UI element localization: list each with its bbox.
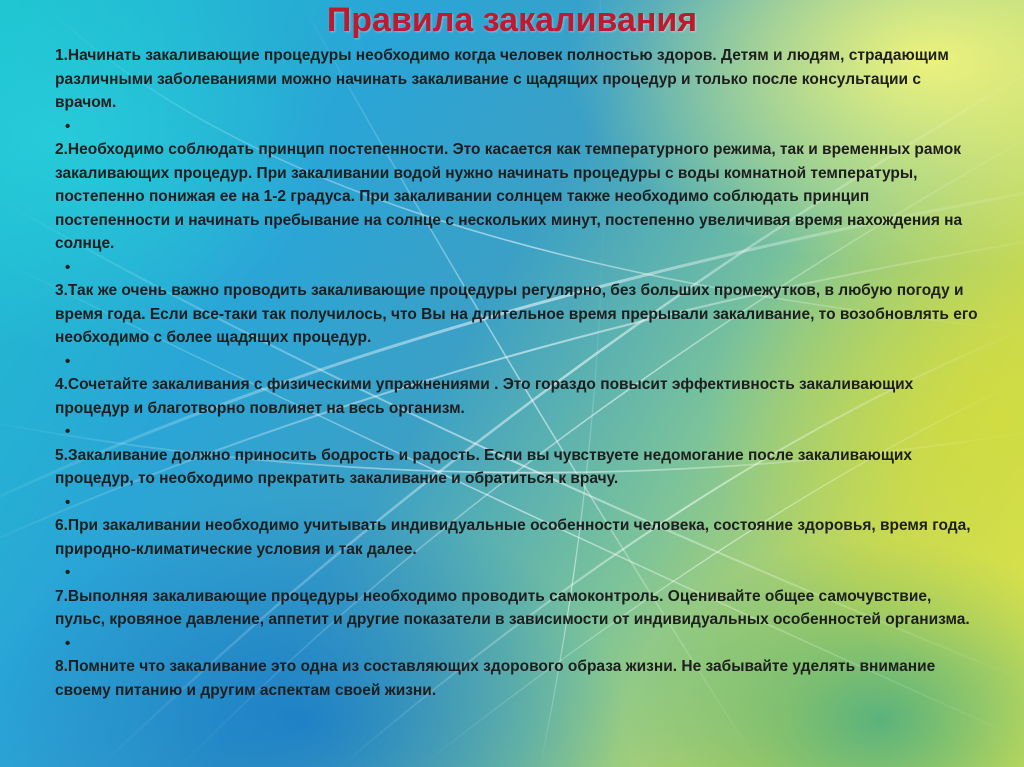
rule-item-4: 4.Сочетайте закаливания с физическими упражнениями . Это гораздо повысит эффективность закаливающих процедур и благотворно повлияет на весь организм.	[55, 376, 914, 417]
bullet-marker: •	[65, 117, 71, 135]
rule-item-1: 1.Начинать закаливающие процедуры необходимо когда человек полностью здоров. Детям и людям, страдающим различными заболеваниями можно начинать закаливание с щадящих процедур и только после консультации с врачом.	[55, 47, 949, 111]
bullet-marker: •	[65, 258, 71, 276]
bullet-marker: •	[65, 352, 71, 370]
rules-list	[55, 44, 985, 702]
bullet-marker: •	[65, 423, 71, 440]
rule-item-7: 7.Выполняя закаливающие процедуры необходимо проводить самоконтроль. Оценивайте общее самочувствие, пульс, кровяное давление, аппетит и другие показатели в зависимости от индивидуальных особенностей организма.	[55, 587, 970, 628]
rule-item-8: 8.Помните что закаливание это одна из составляющих здорового образа жизни. Не забывайте уделять внимание своему питанию и другим аспектам своей жизни.	[55, 658, 936, 699]
bullet-marker: •	[65, 493, 71, 511]
rule-item-3: 3.Так же очень важно проводить закаливающие процедуры регулярно, без больших промежутков, в любую погоду и время года. Если все-таки так получилось, что Вы на длительное время прерывали закаливание, то возобновлять его необходимо с более щадящих процедур.	[55, 282, 978, 346]
rule-item-6: 6.При закаливании необходимо учитывать индивидуальные особенности человека, состояние здоровья, время года, природно-климатические условия и так далее.	[55, 517, 971, 558]
rule-item-5: 5.Закаливание должно приносить бодрость и радость. Если вы чувствуете недомогание после закаливающих процедур, то необходимо прекратить закаливание и обратиться к врачу.	[55, 446, 913, 487]
bullet-marker: •	[65, 564, 71, 581]
rule-item-2: 2.Необходимо соблюдать принцип постепенности. Это касается как температурного режима, так и временных рамок закаливающих процедур. При закаливании водой нужно начинать процедуры с воды комнатной температуры, постепенно понижая ее на 1-2 градуса. При закаливании солнцем также необходимо соблюдать принцип постепенности и начинать пребывание на солнце с нескольких минут, постепенно увеличивая время нахождения на солнце.	[55, 141, 963, 252]
bullet-marker: •	[65, 634, 71, 652]
slide-title: Правила закаливания	[326, 1, 698, 39]
